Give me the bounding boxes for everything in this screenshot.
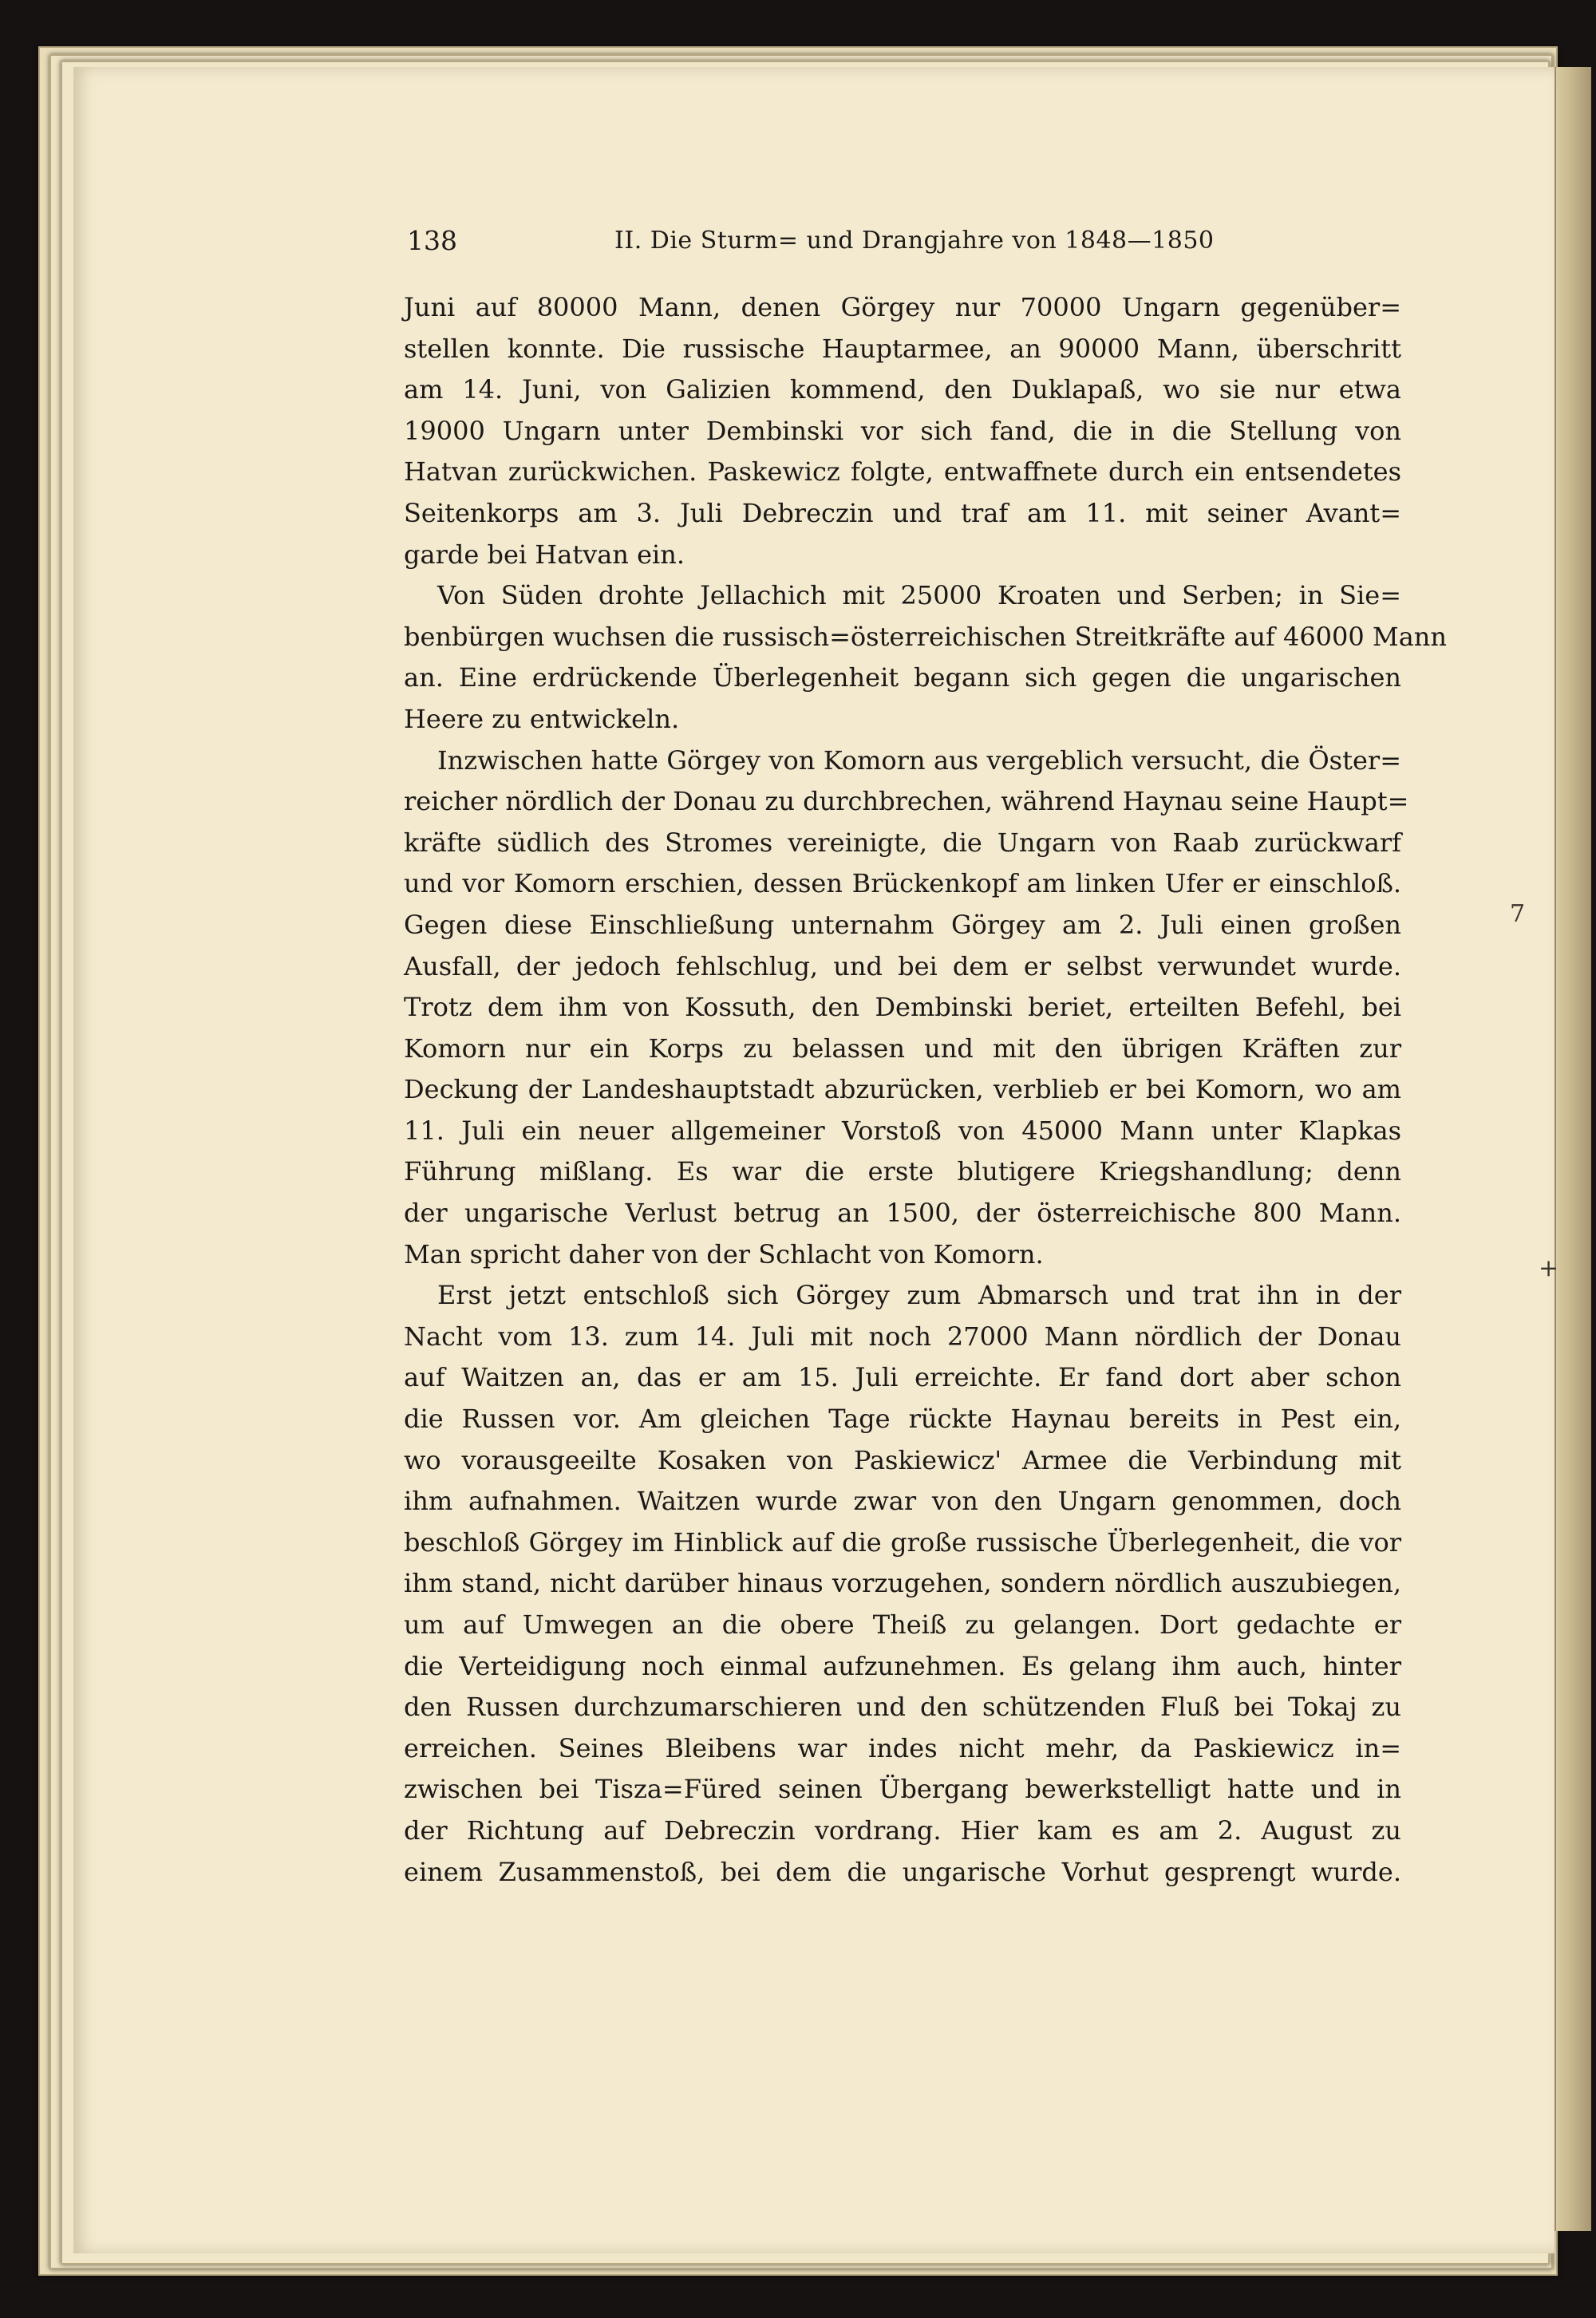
page-number: 138 — [407, 225, 457, 256]
text-line: zwischen bei Tisza=Füred seinen Übergang bewerkstelligt hatte und in — [404, 1774, 1401, 1805]
body-text — [404, 287, 1447, 1893]
text-line: der Richtung auf Debreczin vordrang. Hier kam es am 2. August zu — [404, 1815, 1401, 1846]
text-line: 11. Juli ein neuer allgemeiner Vorstoß von 45000 Mann unter Klapkas — [404, 1115, 1401, 1146]
text-line: um auf Umwegen an die obere Theiß zu gelangen. Dort gedachte er — [404, 1609, 1401, 1640]
text-line: Ausfall, der jedoch fehlschlug, und bei dem er selbst verwundet wurde. — [404, 950, 1401, 981]
text-line: und vor Komorn erschien, dessen Brückenkopf am linken Ufer er einschloß. — [404, 868, 1401, 899]
text-line: kräfte südlich des Stromes vereinigte, die Ungarn von Raab zurückwarf — [404, 827, 1401, 858]
text-line: Inzwischen hatte Görgey von Komorn aus vergeblich versucht, die Öster= — [437, 744, 1401, 776]
text-line: Von Süden drohte Jellachich mit 25000 Kroaten und Serben; in Sie= — [437, 580, 1401, 611]
text-line: garde bei Hatvan ein. — [404, 539, 685, 570]
text-line: Heere zu entwickeln. — [404, 703, 680, 734]
text-line: Nacht vom 13. zum 14. Juli mit noch 27000 Mann nördlich der Donau — [404, 1321, 1401, 1352]
text-line: die Verteidigung noch einmal aufzunehmen. Es gelang ihm auch, hinter — [404, 1650, 1401, 1681]
text-line: der ungarische Verlust betrug an 1500, der österreichische 800 Mann. — [404, 1198, 1401, 1229]
text-line: auf Waitzen an, das er am 15. Juli erreichte. Er fand dort aber schon — [404, 1362, 1401, 1393]
margin-mark: + — [1539, 1254, 1559, 1282]
text-line: am 14. Juni, von Galizien kommend, den Duklapaß, wo sie nur etwa — [404, 374, 1401, 405]
text-line: wo vorausgeeilte Kosaken von Paskiewicz' Armee die Verbindung mit — [404, 1444, 1401, 1475]
text-line: stellen konnte. Die russische Hauptarmee, an 90000 Mann, überschritt — [404, 333, 1401, 364]
text-line: Gegen diese Einschließung unternahm Görgey am 2. Juli einen großen — [404, 909, 1401, 940]
text-line: Man spricht daher von der Schlacht von Komorn. — [404, 1238, 1044, 1270]
page-header — [407, 225, 1396, 265]
text-line: an. Eine erdrückende Überlegenheit begann sich gegen die ungarischen — [404, 662, 1401, 693]
text-line: benbürgen wuchsen die russisch=österreichischen Streitkräfte auf 46000 Mann — [404, 621, 1447, 652]
text-line: Führung mißlang. Es war die erste blutigere Kriegshandlung; denn — [404, 1156, 1401, 1187]
facing-page-edge — [1555, 67, 1591, 2231]
text-line: Seitenkorps am 3. Juli Debreczin und traf am 11. mit seiner Avant= — [404, 497, 1401, 528]
text-line: Deckung der Landeshauptstadt abzurücken, verblieb er bei Komorn, wo am — [404, 1074, 1401, 1105]
running-head: II. Die Sturm= und Drangjahre von 1848—1850 — [614, 227, 1215, 255]
text-line: ihm stand, nicht darüber hinaus vorzugehen, sondern nördlich auszubiegen, — [404, 1568, 1401, 1599]
text-line: Erst jetzt entschloß sich Görgey zum Abmarsch und trat ihn in der — [437, 1280, 1401, 1311]
text-line: beschloß Görgey im Hinblick auf die große russische Überlegenheit, die vor — [404, 1526, 1401, 1558]
text-line: erreichen. Seines Bleibens war indes nicht mehr, da Paskiewicz in= — [404, 1732, 1401, 1763]
text-line: ihm aufnahmen. Waitzen wurde zwar von den Ungarn genommen, doch — [404, 1486, 1401, 1517]
text-line: die Russen vor. Am gleichen Tage rückte Haynau bereits in Pest ein, — [404, 1404, 1401, 1435]
text-line: Komorn nur ein Korps zu belassen und mit den übrigen Kräften zur — [404, 1033, 1401, 1064]
text-line: reicher nördlich der Donau zu durchbrechen, während Haynau seine Haupt= — [404, 786, 1409, 817]
text-line: Hatvan zurückwichen. Paskewicz folgte, entwaffnete durch ein entsendetes — [404, 456, 1401, 488]
margin-mark: 7 — [1510, 900, 1526, 928]
text-line: Trotz dem ihm von Kossuth, den Dembinski beriet, erteilten Befehl, bei — [404, 992, 1401, 1023]
text-line: 19000 Ungarn unter Dembinski vor sich fand, die in die Stellung von — [404, 415, 1401, 446]
text-line: den Russen durchzumarschieren und den schützenden Fluß bei Tokaj zu — [404, 1692, 1401, 1723]
text-line: Juni auf 80000 Mann, denen Görgey nur 70000 Ungarn gegenüber= — [404, 292, 1401, 322]
text-line: einem Zusammenstoß, bei dem die ungarische Vorhut gesprengt wurde. — [404, 1856, 1401, 1887]
